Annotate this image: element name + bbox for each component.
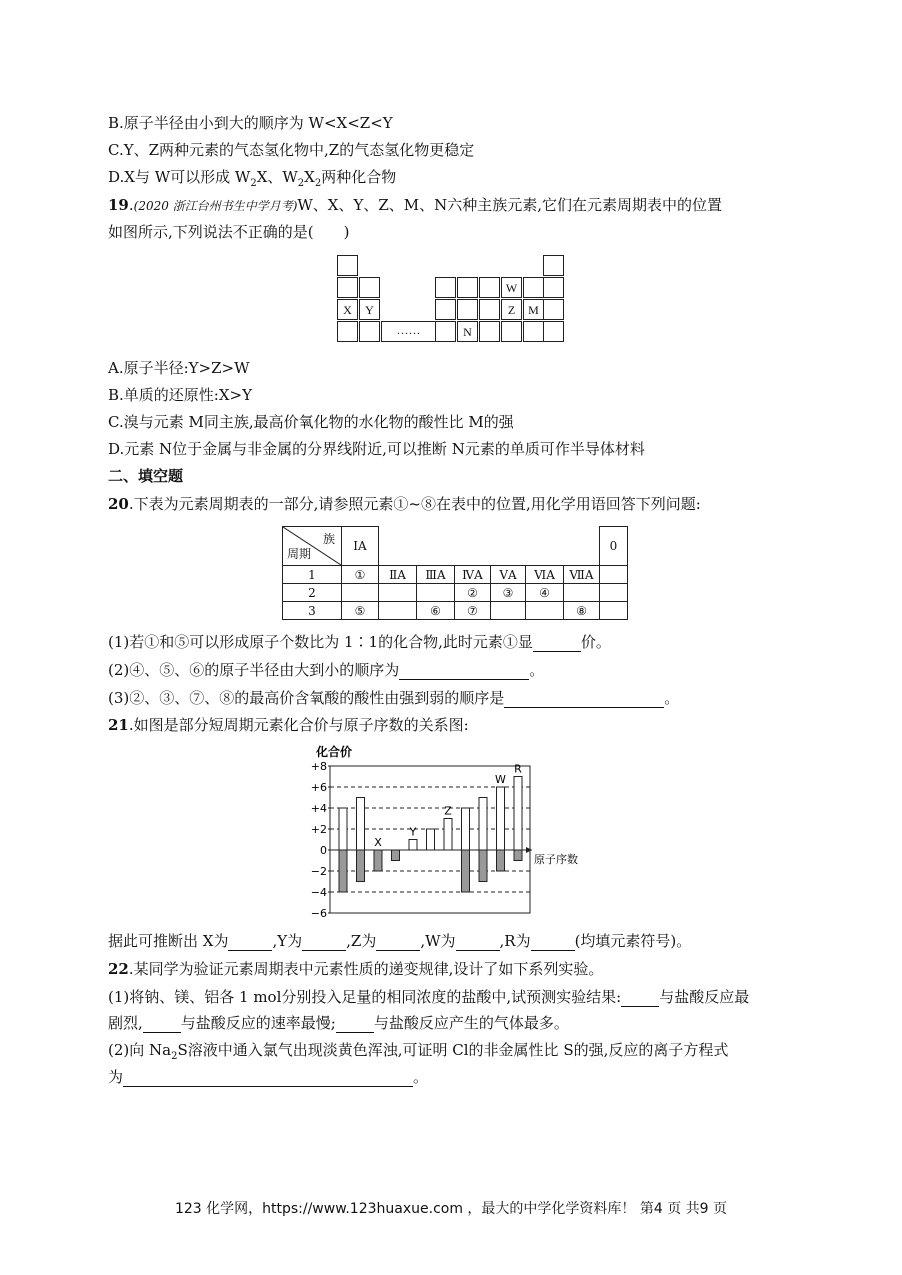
page-footer: 123 化学网，https://www.123huaxue.com ，最大的中学化学资料库！ 第4 页 共9 页	[174, 1201, 728, 1217]
q20-part3: (3)②、③、⑦、⑧的最高价含氧酸的酸性由强到弱的顺序是 。	[108, 689, 680, 707]
positive-valence-bar	[497, 787, 505, 850]
chart-ytick-label: −2	[310, 865, 327, 878]
answer-blank[interactable]	[621, 990, 659, 1007]
answer-blank-r[interactable]	[531, 934, 575, 951]
q19-option-d: D.元素 N位于金属与非金属的分界线附近,可以推断 N元素的单质可作半导体材料	[108, 440, 645, 458]
answer-blank-z[interactable]	[376, 934, 420, 951]
q19-stem-line1: 19.(2020 浙江台州书生中学月考)W、X、Y、Z、M、N六种主族元素,它们在元素周期表中的位置	[108, 196, 723, 214]
negative-valence-bar	[392, 850, 400, 861]
group-ia-header: ⅠA	[342, 527, 379, 566]
negative-valence-bar	[374, 850, 382, 871]
q21-stem: 21.如图是部分短周期元素化合价与原子序数的关系图:	[108, 716, 469, 734]
positive-valence-bar	[427, 829, 435, 850]
q18-option-d: D.X与 W可以形成 $W_2X$、$W_2X_2$两种化合物	[108, 168, 397, 189]
chart-xlabel: 原子序数	[534, 853, 578, 866]
answer-blank[interactable]	[533, 635, 581, 652]
q22-part2-line1: (2)向 $Na_2S$溶液中通入氯气出现淡黄色浑浊,可证明 Cl的非金属性比 S的强,反应的离子方程式	[108, 1041, 729, 1062]
negative-valence-bar	[479, 850, 487, 882]
positive-valence-bar	[479, 798, 487, 851]
negative-valence-bar	[497, 850, 505, 871]
q19-option-a: A.原子半径:Y>Z>W	[108, 359, 250, 377]
cell-dots: ……	[381, 321, 436, 342]
positive-valence-bar	[462, 808, 470, 850]
answer-blank[interactable]	[399, 663, 529, 680]
positive-valence-bar	[514, 777, 522, 851]
positive-valence-bar	[444, 819, 452, 851]
cell-y: Y	[359, 299, 380, 320]
positive-valence-bar	[357, 798, 365, 851]
bar-label-z: Z	[444, 804, 452, 818]
q19-option-c: C.溴与元素 M同主族,最高价氧化物的水化物的酸性比 M的强	[108, 413, 514, 431]
bar-label-y: Y	[409, 825, 417, 839]
cell-m: M	[523, 299, 544, 320]
q21-answer: 据此可推断出 X为 ,Y为 ,Z为 ,W为 ,R为 (均填元素符号)。	[108, 932, 692, 950]
q22-stem: 22.某同学为验证元素周期表中元素性质的递变规律,设计了如下系列实验。	[108, 960, 604, 978]
cell-x: X	[337, 299, 358, 320]
q22-part1-line1: (1)将钠、镁、铝各 1 mol分别投入足量的相同浓度的盐酸中,试预测实验结果: 与盐酸反应最	[108, 988, 750, 1006]
cell-w: W	[501, 277, 522, 298]
section-heading: 二、填空题	[108, 467, 184, 485]
bar-label-r: R	[514, 762, 522, 776]
chart-ytick-label: +2	[310, 823, 327, 836]
negative-valence-bar	[357, 850, 365, 882]
answer-blank-y[interactable]	[302, 934, 346, 951]
q22-part1-line2: 剧烈, 与盐酸反应的速率最慢; 与盐酸反应产生的气体最多。	[108, 1014, 569, 1032]
valence-chart	[300, 742, 620, 924]
q20-periodic-table: 族 周期 ⅠA 0 1 ① ⅡA ⅢA ⅣA ⅤA ⅥA ⅦA 2 ② ③ ④ 3 ⑤ ⑥ ⑦ ⑧	[282, 526, 628, 620]
answer-blank[interactable]	[504, 691, 664, 708]
chart-ytick-label: −6	[310, 907, 327, 920]
chart-ytick-label: 0	[320, 844, 327, 857]
bar-label-w: W	[495, 773, 506, 786]
q18-option-b: B.原子半径由小到大的顺序为 W<X<Z<Y	[108, 114, 393, 132]
positive-valence-bar	[409, 840, 417, 851]
answer-blank[interactable]	[123, 1070, 413, 1087]
chart-ylabel: 化合价	[316, 745, 353, 759]
chart-ytick-label: −4	[310, 886, 327, 899]
bar-label-x: X	[374, 836, 382, 849]
answer-blank[interactable]	[143, 1016, 181, 1033]
q20-part1: (1)若①和⑤可以形成原子个数比为 1∶1的化合物,此时元素①显 价。	[108, 633, 611, 651]
group-zero-header: 0	[600, 527, 628, 566]
q19-stem-line2: 如图所示,下列说法不正确的是( )	[108, 223, 350, 241]
answer-blank[interactable]	[336, 1016, 374, 1033]
q18-option-c: C.Y、Z两种元素的气态氢化物中,Z的气态氢化物更稳定	[108, 141, 475, 159]
answer-blank-x[interactable]	[228, 934, 272, 951]
negative-valence-bar	[462, 850, 470, 892]
cell-n: N	[457, 321, 478, 342]
positive-valence-bar	[339, 808, 347, 850]
chart-ytick-label: +6	[310, 781, 327, 794]
negative-valence-bar	[339, 850, 347, 892]
q20-stem: 20.下表为元素周期表的一部分,请参照元素①~⑧在表中的位置,用化学用语回答下列问题:	[108, 495, 701, 513]
cell-z: Z	[501, 299, 522, 320]
q19-option-b: B.单质的还原性:X>Y	[108, 386, 252, 404]
corner-cell: 族 周期	[283, 527, 342, 566]
chart-ytick-label: +8	[310, 760, 327, 773]
q22-part2-line2: 为 。	[108, 1068, 429, 1086]
chart-x-axis-arrow	[526, 847, 532, 853]
q20-part2: (2)④、⑤、⑥的原子半径由大到小的顺序为 。	[108, 661, 545, 679]
negative-valence-bar	[514, 850, 522, 861]
answer-blank-w[interactable]	[456, 934, 500, 951]
chart-ytick-label: +4	[310, 802, 327, 815]
